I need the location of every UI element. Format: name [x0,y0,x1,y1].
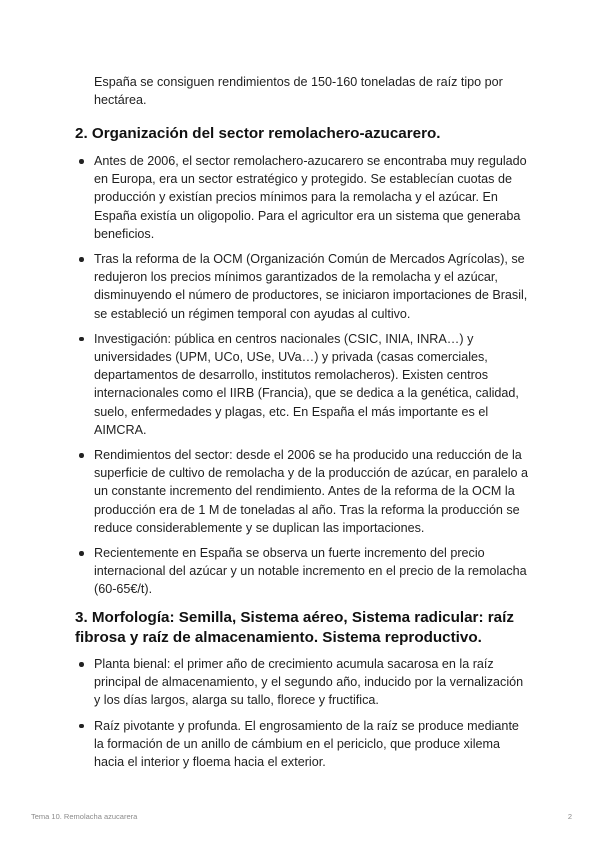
list-item-text: Recientemente en España se observa un fuerte incremento del precio internacional del azúcar y un notable incremento en el precio de la remolacha (60-65€/t). [94,546,527,597]
list-item [75,544,530,599]
list-item [75,446,530,537]
list-item-text: Investigación: pública en centros nacionales (CSIC, INIA, INRA…) y universidades (UPM, UCo, USe, UVa…) y privada (casas comerciales, departamentos de desarrollo, institutos remolacheros). Existen centros internacionales como el IIRB (Francia), que se dedica a la genética, calidad, suelo, enfermedades y plagas, etc. En España el más importante es el AIMCRA. [94,331,519,437]
list-item [75,250,530,323]
bullet-icon [79,159,84,164]
list-item-text: Planta bienal: el primer año de crecimiento acumula sacarosa en la raíz principal de almacenamiento, y el segundo año, inducido por la vernalización y los días largos, alarga su tallo, florece y fructifica. [94,657,524,708]
section-heading-morfologia: 3. Morfología: Semilla, Sistema aéreo, Sistema radicular: raíz fibrosa y raíz de almacenamiento. Sistema reproductivo. [75,609,514,646]
list-item-text: Tras la reforma de la OCM (Organización Común de Mercados Agrícolas), se redujeron los precios mínimos garantizados de la remolacha y el azúcar, disminuyendo el número de productores, se iniciaron importaciones de Brasil, se estableció un régimen temporal con ayudas al cultivo. [94,252,528,321]
footer-page-number: 2 [567,812,572,821]
list-item-text: Raíz pivotante y profunda. El engrosamiento de la raíz se produce mediante la formación de un anillo de cámbium en el periciclo, que produce xilema hacia el interior y floema hacia el exterior. [94,718,519,770]
bullet-icon [79,662,84,667]
bullet-list-organizacion [75,152,530,606]
list-item [75,330,530,439]
footer-document-title: Tema 10. Remolacha azucarera [31,812,138,821]
list-item [75,655,530,710]
bullet-list-morfologia [75,655,530,778]
intro-paragraph: España se consiguen rendimientos de 150-160 toneladas de raíz tipo por hectárea. [94,75,503,108]
list-item [75,152,530,243]
bullet-icon [79,337,84,342]
list-item-text: Rendimientos del sector: desde el 2006 se ha producido una reducción de la superficie de cultivo de remolacha y de la producción de azúcar, en paralelo a un constante incremento del rendimiento. Antes de la reforma de la OCM la producción era de 1 M de toneladas al año. Tras la reforma la producción se reduce considerablemente y se duplican las importaciones. [94,448,529,535]
list-item-text: Antes de 2006, el sector remolachero-azucarero se encontraba muy regulado en Europa, era un sector estratégico y protegido. Se establecían cuotas de producción y existían precios mínimos para la remolacha y el azúcar. En España existía un oligopolio. Para el agricultor era un sistema que generaba beneficios. [94,154,527,241]
bullet-icon [79,453,84,458]
section-heading-organizacion: 2. Organización del sector remolachero-azucarero. [75,125,441,142]
list-item [75,717,530,772]
bullet-icon [79,257,84,262]
bullet-icon [79,724,84,729]
bullet-icon [79,551,84,556]
